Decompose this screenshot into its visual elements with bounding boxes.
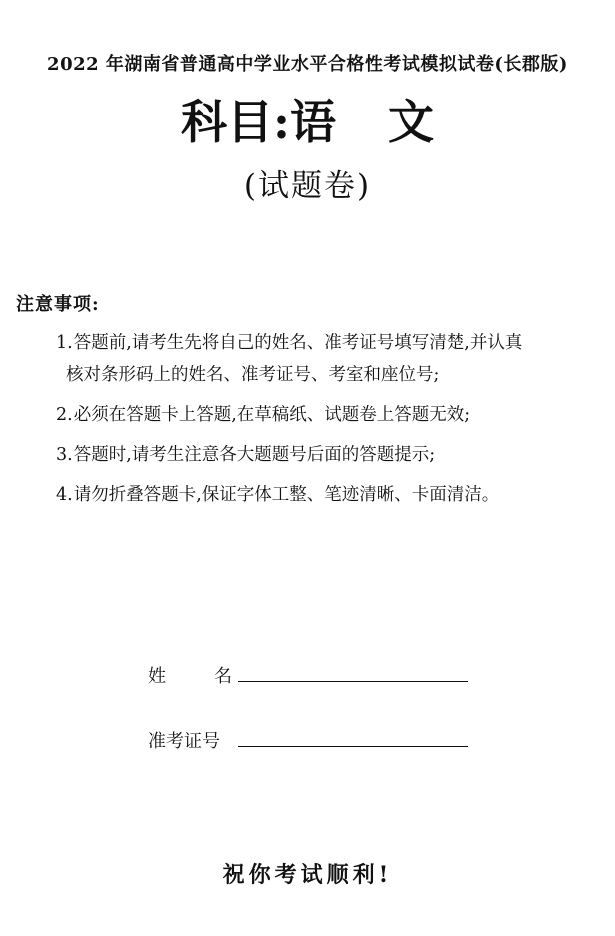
note-text-continued: 核对条形码上的姓名、准考证号、考室和座位号; <box>66 365 440 385</box>
good-luck-message: 祝你考试顺利! <box>222 862 393 888</box>
note-item-4 <box>56 482 608 508</box>
notes-list <box>56 330 608 522</box>
exam-header-title: 2022 年湖南省普通高中学业水平合格性考试模拟试卷(长郡版) <box>47 54 568 75</box>
name-field-label <box>148 662 238 688</box>
note-item-3 <box>56 442 608 468</box>
note-number: 4. <box>56 485 73 505</box>
note-number: 3. <box>56 445 73 465</box>
paper-type-label: (试题卷) <box>243 168 372 204</box>
note-number: 1. <box>56 333 73 353</box>
subject-heading <box>0 92 615 152</box>
note-text: 答题时,请考生注意各大题题号后面的答题提示; <box>73 445 436 465</box>
subject-label: 科目: <box>181 95 290 149</box>
exam-id-label: 准考证号 <box>148 731 220 752</box>
name-blank-line[interactable] <box>238 667 468 682</box>
note-item-1 <box>56 330 608 388</box>
subject-name-part1: 语 <box>289 95 336 149</box>
notes-heading: 注意事项: <box>16 294 100 315</box>
note-text: 请勿折叠答题卡,保证字体工整、笔迹清晰、卡面清洁。 <box>73 485 500 505</box>
exam-id-field <box>148 727 468 753</box>
exam-id-blank-line[interactable] <box>238 732 468 747</box>
note-item-2 <box>56 402 608 428</box>
subject-name-part2: 文 <box>387 95 434 149</box>
name-field <box>148 662 468 688</box>
note-number: 2. <box>56 405 73 425</box>
name-label-char-2: 名 <box>214 666 232 687</box>
name-label-char-1: 姓 <box>148 666 166 687</box>
note-text: 必须在答题卡上答题,在草稿纸、试题卷上答题无效; <box>73 405 471 425</box>
note-text: 答题前,请考生先将自己的姓名、准考证号填写清楚,并认真 <box>73 333 523 353</box>
